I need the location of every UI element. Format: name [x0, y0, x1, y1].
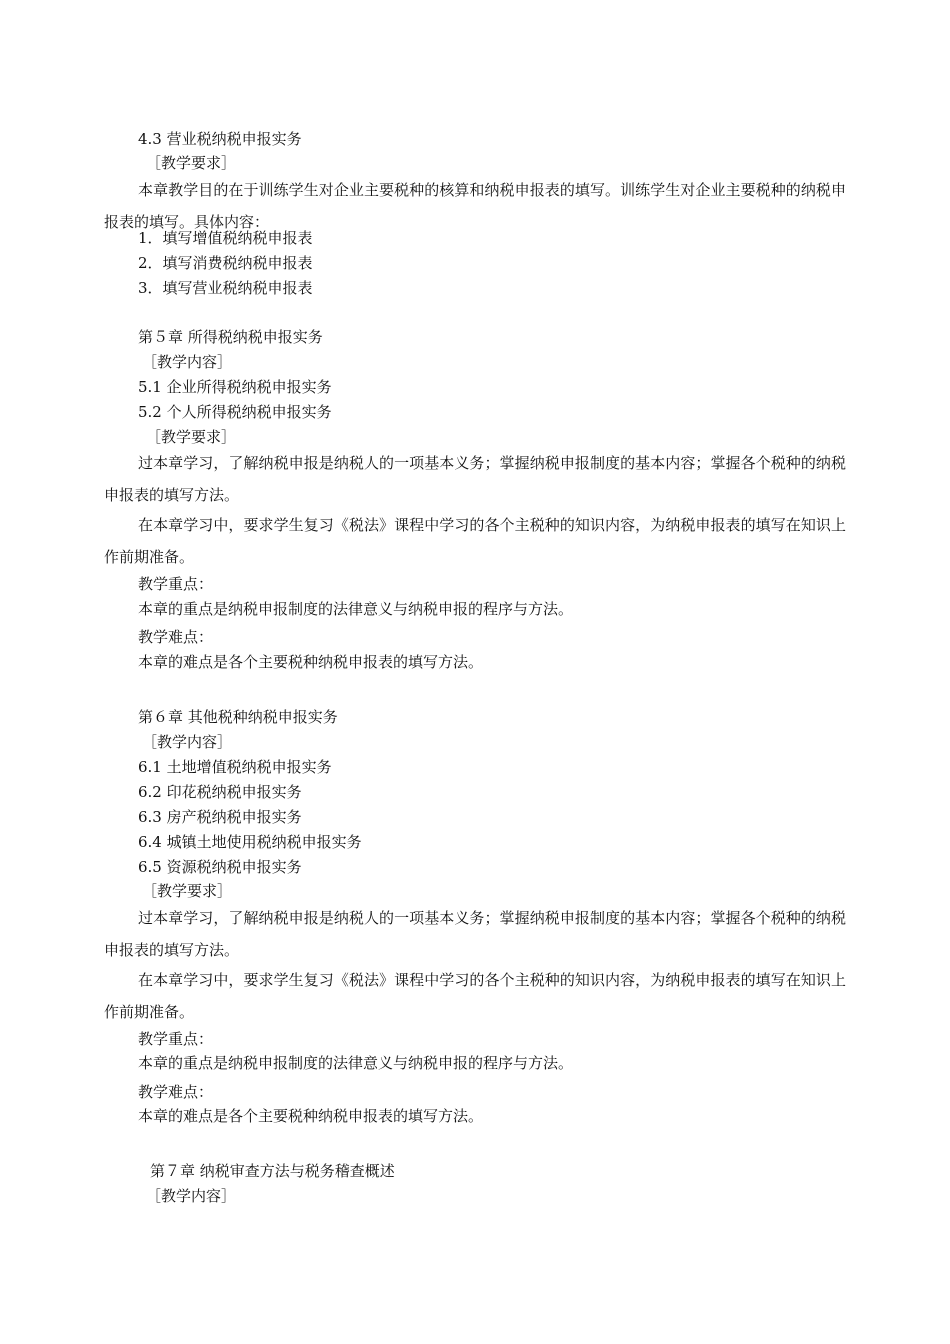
teaching-requirements-label: ［教学要求］ [146, 428, 237, 446]
list-item: 3．填写营业税纳税申报表 [138, 279, 313, 297]
teaching-requirements-text: 本章教学目的在于训练学生对企业主要税种的核算和纳税申报表的填写。训练学生对企业主要税种的纳税申报表的填写。具体内容： [104, 181, 846, 231]
chapter-title: 第６章 其他税种纳税申报实务 [138, 708, 338, 726]
section-item: 6.3 房产税纳税申报实务 [138, 808, 302, 826]
key-points-text: 本章的重点是纳税申报制度的法律意义与纳税申报的程序与方法。 [138, 600, 574, 618]
key-points-text: 本章的重点是纳税申报制度的法律意义与纳税申报的程序与方法。 [138, 1054, 574, 1072]
difficulty-label: 教学难点： [138, 1083, 214, 1101]
teaching-content-label: ［教学内容］ [142, 733, 233, 751]
section-item: 5.2 个人所得税纳税申报实务 [138, 403, 332, 421]
teaching-content-label: ［教学内容］ [142, 353, 233, 371]
section-heading: 4.3 营业税纳税申报实务 [138, 130, 302, 148]
difficulty-text: 本章的难点是各个主要税种纳税申报表的填写方法。 [138, 1107, 484, 1125]
section-item: 6.4 城镇土地使用税纳税申报实务 [138, 833, 362, 851]
key-points-label: 教学重点： [138, 575, 214, 593]
list-item: 1．填写增值税纳税申报表 [138, 229, 313, 247]
key-points-label: 教学重点： [138, 1030, 214, 1048]
section-item: 6.1 土地增值税纳税申报实务 [138, 758, 332, 776]
difficulty-label: 教学难点： [138, 628, 214, 646]
requirements-paragraph: 过本章学习，了解纳税申报是纳税人的一项基本义务；掌握纳税申报制度的基本内容；掌握各个税种的纳税申报表的填写方法。 [104, 909, 846, 959]
list-item: 2．填写消费税纳税申报表 [138, 254, 313, 272]
teaching-content-label: ［教学内容］ [146, 1187, 237, 1205]
section-item: 6.5 资源税纳税申报实务 [138, 858, 302, 876]
teaching-requirements-label: ［教学要求］ [142, 882, 233, 900]
requirements-paragraph: 过本章学习，了解纳税申报是纳税人的一项基本义务；掌握纳税申报制度的基本内容；掌握各个税种的纳税申报表的填写方法。 [104, 454, 846, 504]
requirements-paragraph: 在本章学习中，要求学生复习《税法》课程中学习的各个主税种的知识内容，为纳税申报表的填写在知识上作前期准备。 [104, 516, 846, 566]
section-item: 6.2 印花税纳税申报实务 [138, 783, 302, 801]
teaching-requirements-label: ［教学要求］ [146, 154, 237, 172]
difficulty-text: 本章的难点是各个主要税种纳税申报表的填写方法。 [138, 653, 484, 671]
section-item: 5.1 企业所得税纳税申报实务 [138, 378, 332, 396]
chapter-title: 第５章 所得税纳税申报实务 [138, 328, 323, 346]
chapter-title: 第７章 纳税审查方法与税务稽查概述 [150, 1162, 395, 1180]
requirements-paragraph: 在本章学习中，要求学生复习《税法》课程中学习的各个主税种的知识内容，为纳税申报表的填写在知识上作前期准备。 [104, 971, 846, 1021]
